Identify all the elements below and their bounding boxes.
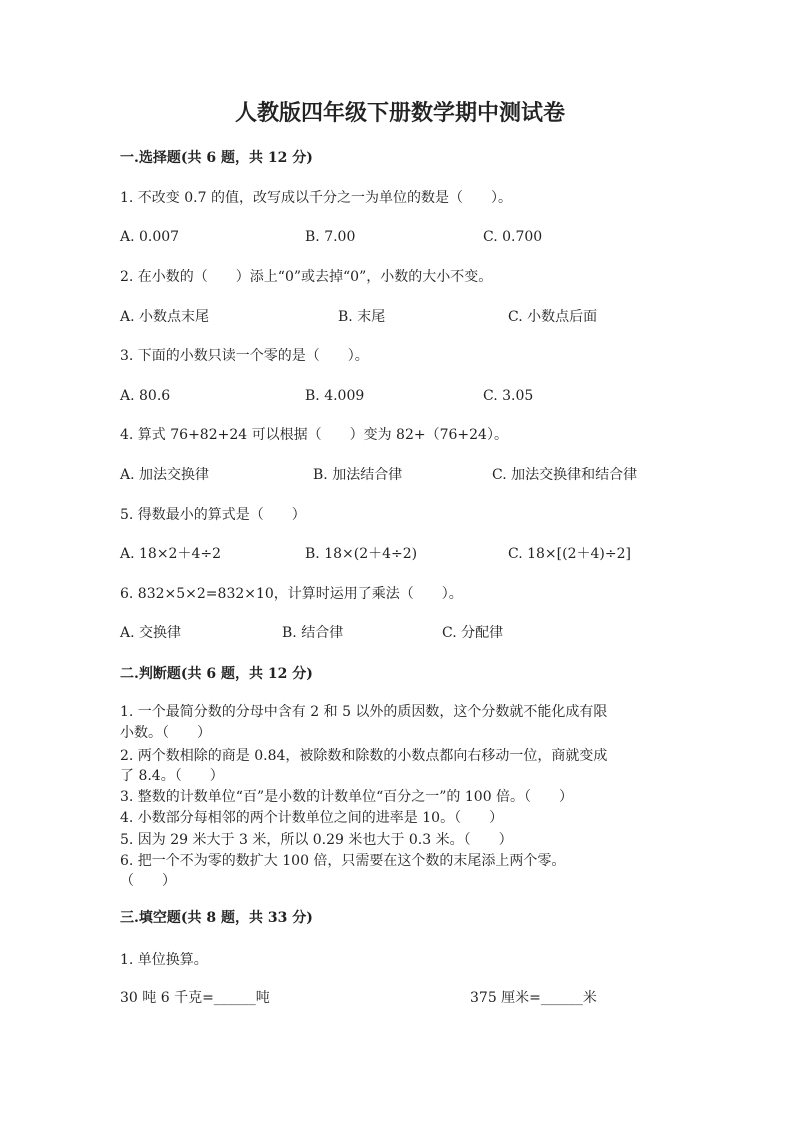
question-stem: 1. 单位换算。 bbox=[120, 952, 208, 968]
judgment-line: 1. 一个最简分数的分母中含有 2 和 5 以外的质因数，这个分数就不能化成有限 bbox=[120, 704, 608, 720]
option-a: A. 交换律 bbox=[120, 625, 182, 641]
option-b: B. 加法结合律 bbox=[313, 467, 403, 483]
option-a: A. 0.007 bbox=[120, 229, 180, 245]
judgment-line: 4. 小数部分每相邻的两个计数单位之间的进率是 10。（ ） bbox=[120, 810, 504, 826]
option-c: C. 18×[(2＋4)÷2] bbox=[508, 546, 631, 562]
option-a: A. 加法交换律 bbox=[120, 467, 210, 483]
option-a: A. 18×2＋4÷2 bbox=[120, 546, 222, 562]
option-b: B. 末尾 bbox=[338, 309, 386, 325]
fill-item: 375 厘米=______米 bbox=[470, 990, 597, 1006]
question-stem: 2. 在小数的（ ）添上“0”或去掉“0”，小数的大小不变。 bbox=[120, 269, 493, 285]
option-b: B. 结合律 bbox=[282, 625, 344, 641]
judgment-line: 2. 两个数相除的商是 0.84，被除数和除数的小数点都向右移动一位，商就变成 bbox=[120, 748, 608, 764]
page-title: 人教版四年级下册数学期中测试卷 bbox=[234, 100, 565, 126]
option-b: B. 18×(2＋4÷2) bbox=[305, 546, 418, 562]
option-c: C. 0.700 bbox=[483, 229, 543, 245]
section-heading-judgment: 二.判断题(共 6 题，共 12 分) bbox=[120, 666, 313, 682]
question-stem: 3. 下面的小数只读一个零的是（ ）。 bbox=[120, 348, 369, 364]
option-a: A. 小数点末尾 bbox=[120, 309, 210, 325]
judgment-line: 6. 把一个不为零的数扩大 100 倍，只需要在这个数的末尾添上两个零。 bbox=[120, 853, 566, 869]
section-heading-choice: 一.选择题(共 6 题，共 12 分) bbox=[120, 150, 313, 166]
option-c: C. 分配律 bbox=[442, 625, 504, 641]
section-heading-fill: 三.填空题(共 8 题，共 33 分) bbox=[120, 910, 313, 926]
question-stem: 5. 得数最小的算式是（ ） bbox=[120, 507, 306, 523]
judgment-line: 了 8.4。（ ） bbox=[120, 768, 224, 784]
question-stem: 4. 算式 76+82+24 可以根据（ ）变为 82+（76+24）。 bbox=[120, 427, 508, 443]
option-a: A. 80.6 bbox=[120, 388, 171, 404]
judgment-line: 5. 因为 29 米大于 3 米，所以 0.29 米也大于 0.3 米。（ ） bbox=[120, 832, 513, 848]
option-b: B. 7.00 bbox=[305, 229, 356, 245]
option-c: C. 小数点后面 bbox=[508, 309, 598, 325]
judgment-line: 3. 整数的计数单位“百”是小数的计数单位“百分之一”的 100 倍。（ ） bbox=[120, 789, 574, 805]
question-stem: 6. 832×5×2=832×10，计算时运用了乘法（ ）。 bbox=[120, 586, 463, 602]
judgment-line: 小数。（ ） bbox=[120, 725, 211, 741]
option-c: C. 3.05 bbox=[483, 388, 534, 404]
judgment-line: （ ） bbox=[120, 873, 176, 889]
question-stem: 1. 不改变 0.7 的值，改写成以千分之一为单位的数是（ ）。 bbox=[120, 190, 512, 206]
fill-item: 30 吨 6 千克=______吨 bbox=[120, 990, 270, 1006]
option-c: C. 加法交换律和结合律 bbox=[492, 467, 638, 483]
option-b: B. 4.009 bbox=[305, 388, 365, 404]
